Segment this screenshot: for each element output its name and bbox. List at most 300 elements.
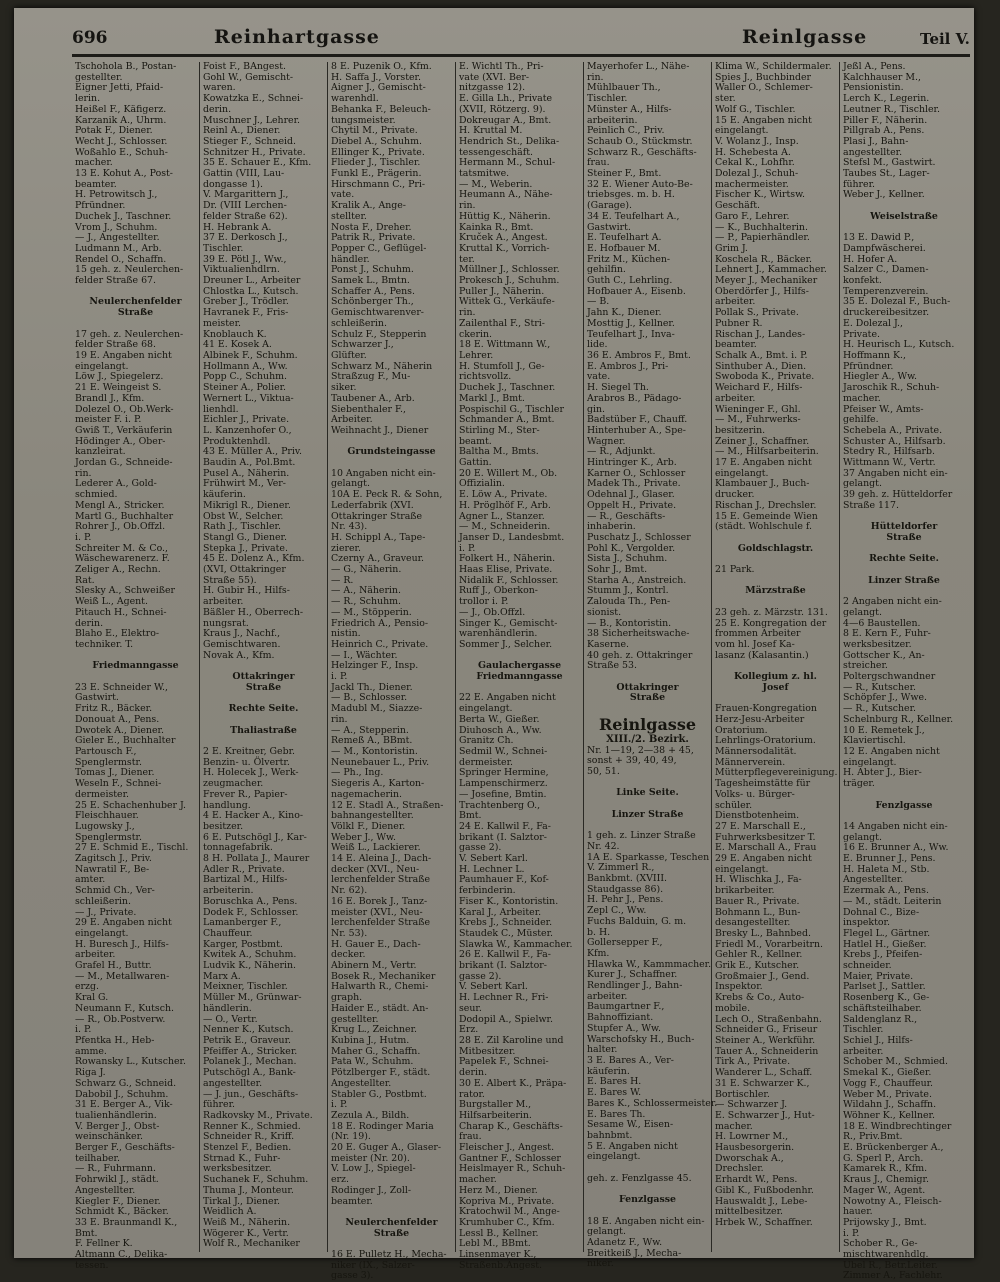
- directory-line: Vogg F., Chauffeur.: [843, 1077, 934, 1089]
- directory-line: Reinl A., Diener.: [203, 125, 281, 137]
- directory-line: Fuhrwerksbesitzer T.: [715, 831, 816, 843]
- directory-line: ferbinderin.: [459, 885, 516, 897]
- directory-line: stellter.: [331, 210, 367, 222]
- directory-line: arbeiterin.: [587, 114, 638, 126]
- directory-line: H. Abter J., Bier-: [843, 767, 922, 779]
- directory-line: Oratorium.: [715, 724, 768, 736]
- directory-line: Lech O., Straßenbahn.: [715, 1013, 822, 1025]
- directory-line: Straße: [629, 692, 666, 704]
- directory-line: 8 E. Puzenik O., Kfm.: [331, 61, 432, 72]
- directory-line: eingelangt.: [843, 756, 897, 768]
- directory-line: Aigner J., Gemischt-: [331, 82, 426, 94]
- directory-line: 25 E. Schachenhuber J.: [75, 799, 186, 811]
- directory-line: Friedmanngasse: [92, 660, 179, 672]
- directory-line: Dr. (VIII Lerchen-: [203, 200, 287, 212]
- directory-line: — A., Näherin.: [331, 585, 401, 597]
- directory-line: Adanetz F., Ww.: [587, 1236, 663, 1248]
- directory-line: Sohr J., Bmt.: [587, 564, 648, 576]
- directory-line: derin.: [75, 617, 104, 629]
- directory-line: 10 Angaben nicht ein-: [331, 467, 436, 479]
- directory-line: Klaviertischl.: [843, 735, 906, 747]
- directory-line: arbeiter.: [203, 596, 244, 608]
- directory-line: Jordan G., Schneide-: [75, 457, 173, 469]
- directory-line: Pata W., Schuhm.: [331, 1056, 414, 1068]
- directory-line: Pillgrab A., Pens.: [843, 125, 925, 137]
- directory-line: Wögerer K., Vertr.: [203, 1227, 289, 1239]
- directory-line: siker.: [331, 382, 357, 394]
- directory-line: lerin.: [75, 93, 101, 105]
- directory-line: Wagner.: [587, 435, 626, 447]
- directory-line: i. P.: [75, 531, 92, 543]
- directory-line: tungsmeister.: [331, 114, 396, 126]
- directory-line: Saldenglanz R.,: [843, 1013, 918, 1025]
- directory-line: — B., Kontoristin.: [587, 617, 672, 629]
- directory-line: Waller O., Schlemer-: [715, 82, 813, 94]
- directory-line: Eichler J., Private.: [203, 414, 290, 426]
- directory-line: Guth C., Lehrling.: [587, 275, 673, 287]
- directory-line: Dohnal C., Bize-: [843, 906, 920, 918]
- directory-line: Fuchs Balduin, G. m.: [587, 915, 687, 927]
- directory-line: tatsmitwe.: [459, 168, 510, 180]
- directory-line: Gohl W., Gemischt-: [203, 71, 294, 83]
- directory-line: Ponst J., Schuhm.: [331, 264, 414, 276]
- column-7: [840, 61, 968, 1282]
- directory-line: Bäßler H., Oberrech-: [203, 606, 304, 618]
- directory-line: Arabros B., Pädago-: [587, 392, 682, 404]
- running-head-right: Reinlgasse: [742, 26, 868, 48]
- directory-line: E. Wichtl Th., Pri-: [459, 61, 544, 72]
- directory-line: H. Buresch J., Hilfs-: [75, 938, 169, 950]
- directory-line: H. Lowrner M.,: [715, 1131, 789, 1143]
- directory-line: 15 E. Gemeinde Wien: [715, 510, 818, 522]
- directory-line: Puschatz J., Schlosser: [587, 531, 691, 543]
- directory-line: Kaserne.: [587, 638, 629, 650]
- directory-line: 27 E. Marschall E.,: [715, 820, 806, 832]
- directory-line: streicher.: [843, 660, 888, 672]
- directory-line: Gantner F., Schlosser: [459, 1152, 561, 1164]
- directory-line: 14 E. Aleina J., Dach-: [331, 853, 432, 865]
- directory-line: Fenzlgasse: [875, 799, 933, 811]
- directory-line: Hendrich St., Delika-: [459, 135, 560, 147]
- directory-line: Pfentka H., Heb-: [75, 1034, 155, 1046]
- directory-line: Mager W., Agent.: [843, 1184, 926, 1196]
- directory-line: Pubner R.: [715, 317, 763, 329]
- directory-line: Baudin A., Pol.Bmt.: [203, 457, 296, 469]
- directory-line: Thaliastraße: [230, 724, 297, 736]
- directory-line: 4—6 Baustellen.: [843, 617, 921, 629]
- directory-line: E. Gilla Lh., Private: [459, 93, 553, 105]
- directory-line: — M., Schneiderin.: [459, 521, 551, 533]
- directory-line: Schalk A., Bmt. i. P.: [715, 349, 808, 361]
- directory-line: Weiß L., Lackierer.: [331, 842, 421, 854]
- directory-line: Müller M., Grünwar-: [203, 992, 302, 1004]
- directory-line: Abinern M., Vertr.: [331, 960, 417, 972]
- directory-line: Bortischler.: [715, 1088, 770, 1100]
- directory-line: Haas Elise, Private.: [459, 564, 553, 576]
- directory-line: niker.: [587, 1258, 614, 1270]
- directory-line: Garo F., Lehrer.: [715, 210, 790, 222]
- directory-line: 18 E. Angaben nicht ein-: [587, 1215, 705, 1227]
- directory-line: Dolezal J., Schuh-: [715, 168, 799, 180]
- directory-line: Pfeiser W., Amts-: [843, 403, 924, 415]
- directory-line: Kainka R., Bmt.: [459, 221, 534, 233]
- directory-line: Staudgasse 86).: [587, 883, 664, 895]
- directory-line: Kollegium z. hl.: [734, 671, 817, 683]
- directory-line: Hütteldorfer: [870, 521, 938, 533]
- directory-line: Straße: [886, 531, 922, 543]
- directory-line: derin.: [459, 1067, 488, 1079]
- directory-line: arbeiterin.: [203, 885, 254, 897]
- directory-line: Rendlinger J., Bahn-: [587, 980, 683, 992]
- directory-line: i. P.: [75, 1024, 92, 1036]
- directory-line: Markl J., Bmt.: [459, 392, 525, 404]
- directory-line: 16 E. Pulletz H., Mecha-: [331, 1249, 447, 1261]
- directory-line: Thuma J., Monteur.: [203, 1184, 294, 1196]
- directory-line: gestellter.: [331, 1013, 379, 1025]
- column-5: [584, 61, 718, 1270]
- directory-line: sionist.: [587, 606, 622, 618]
- directory-line: 36 E. Ambros F., Bmt.: [587, 349, 691, 361]
- directory-line: Private.: [843, 328, 880, 340]
- directory-line: Madek Th., Private.: [587, 478, 681, 490]
- directory-line: Karal J., Arbeiter.: [459, 906, 542, 918]
- directory-line: Karzanik A., Uhrm.: [75, 114, 167, 126]
- directory-line: Fleischhauer.: [75, 810, 139, 822]
- directory-line: Schiel J., Hilfs-: [843, 1034, 913, 1046]
- directory-line: mobile.: [715, 1002, 751, 1014]
- directory-line: Donouat A., Pens.: [75, 713, 160, 725]
- directory-line: Pusel A., Näherin.: [203, 467, 290, 479]
- directory-line: inhaberin.: [587, 521, 636, 533]
- directory-page: [14, 8, 974, 1282]
- directory-line: Hausbesorgerin.: [715, 1142, 795, 1154]
- directory-line: Remeß A., BBmt.: [331, 735, 413, 747]
- directory-line: Neumann F., Kutsch.: [75, 1002, 174, 1014]
- directory-line: gelangt.: [331, 478, 370, 490]
- directory-line: Hatlel H., Gießer.: [843, 938, 927, 950]
- directory-line: Nr. 62).: [331, 885, 368, 897]
- directory-line: amme.: [75, 1045, 107, 1057]
- directory-line: Rowansky L., Kutscher.: [75, 1056, 186, 1068]
- directory-line: E. Bares H.: [587, 1076, 642, 1088]
- directory-line: Sinthuber A., Dien.: [715, 360, 807, 372]
- directory-line: 21 E. Weingeist S.: [75, 382, 162, 394]
- directory-line: schüler.: [715, 799, 753, 811]
- directory-line: 22 E. Angaben nicht: [459, 692, 556, 704]
- directory-line: Heißel F., Käfigerz.: [75, 103, 167, 115]
- directory-line: Rendel O., Schaffn.: [75, 253, 167, 265]
- directory-line: Angestellter.: [75, 1184, 136, 1196]
- directory-line: Schwarz G., Schneid.: [75, 1077, 177, 1089]
- directory-line: Novak A., Kfm.: [203, 649, 275, 661]
- directory-line: arbeiter.: [715, 392, 756, 404]
- directory-line: Wernert L., Viktua-: [203, 392, 294, 404]
- directory-line: Linsenmayer K.,: [459, 1249, 537, 1261]
- directory-line: (XVII, Rötzerg. 9).: [459, 103, 546, 115]
- directory-line: — J., Private.: [75, 906, 137, 918]
- directory-line: Kral G.: [75, 992, 109, 1004]
- directory-line: Lugowsky J.,: [75, 820, 135, 832]
- directory-line: Gattin (VIII, Lau-: [203, 168, 285, 180]
- directory-line: Fiser K., Kontoristin.: [459, 895, 559, 907]
- directory-line: Nr. 43).: [331, 521, 368, 533]
- directory-line: Jeßl A., Pens.: [843, 61, 906, 72]
- directory-line: Kruttal K., Vorrich-: [459, 242, 550, 254]
- directory-line: E. Bares Th.: [587, 1108, 646, 1120]
- directory-line: Jackl Th., Diener.: [331, 681, 413, 693]
- directory-line: Hoffmann K.,: [843, 349, 906, 361]
- directory-line: Gwiß T., Verkäuferin: [75, 424, 173, 436]
- directory-line: Chauffeur.: [203, 927, 253, 939]
- directory-line: Erz.: [459, 1024, 479, 1036]
- directory-line: Kamarek R., Kfm.: [843, 1163, 928, 1175]
- directory-line: Riga J.: [75, 1067, 106, 1079]
- directory-line: Klambauer J., Buch-: [715, 478, 810, 490]
- directory-line: Dienstbotenheim.: [715, 810, 800, 822]
- directory-line: 12 E. Stadl A., Straßen-: [331, 799, 444, 811]
- directory-line: — R., Schuhm.: [331, 596, 402, 608]
- directory-line: Kurer J., Schaffner.: [587, 969, 678, 981]
- directory-line: Schöpfer J., Wwe.: [843, 692, 927, 704]
- directory-line: i. P.: [331, 1099, 348, 1111]
- directory-line: Bmt.: [75, 1227, 98, 1239]
- directory-line: beamter.: [331, 1195, 373, 1207]
- directory-line: H. Kruttal M.: [459, 125, 523, 137]
- directory-line: Potak F., Diener.: [75, 125, 153, 137]
- directory-line: 31 E. Berger A., Vik-: [75, 1099, 173, 1111]
- directory-line: i. P.: [331, 671, 348, 683]
- directory-line: Odehnal J., Glaser.: [587, 489, 675, 501]
- directory-line: Schmid Ch., Ver-: [75, 885, 155, 897]
- directory-line: Hrbek W., Schaffner.: [715, 1216, 813, 1228]
- directory-line: Pfründner.: [843, 360, 894, 372]
- directory-line: Charap K., Geschäfts-: [459, 1120, 563, 1132]
- directory-line: Münster A., Hilfs-: [587, 103, 672, 115]
- directory-line: Berger F., Geschäfts-: [75, 1142, 175, 1154]
- directory-line: Schnitzer H., Private.: [203, 146, 306, 158]
- directory-line: Kiegler F., Diener.: [75, 1195, 161, 1207]
- directory-line: zeugmacher.: [203, 778, 264, 790]
- directory-line: Grim J.: [715, 242, 748, 254]
- directory-line: Gemischtwarenver-: [331, 307, 424, 319]
- directory-line: Fenzlgasse: [619, 1194, 676, 1206]
- directory-line: Oppelt H., Private.: [587, 499, 677, 511]
- directory-line: arbeiter.: [587, 990, 628, 1002]
- directory-line: brikant (I. Salztor-: [459, 960, 547, 972]
- directory-line: Tirkal J., Diener.: [203, 1195, 281, 1207]
- directory-line: Mühlbauer Th.,: [587, 82, 661, 94]
- directory-line: Lederer A., Gold-: [75, 478, 157, 490]
- directory-line: b. H.: [587, 926, 611, 938]
- directory-line: vate.: [587, 371, 611, 383]
- directory-line: eingelangt.: [715, 467, 769, 479]
- directory-line: Dreuner L., Arbeiter: [203, 275, 301, 287]
- directory-line: Lebl M., BBmt.: [459, 1238, 531, 1250]
- directory-line: Weber M., Private.: [843, 1088, 932, 1100]
- directory-line: Gehler R., Kellner.: [715, 949, 803, 961]
- directory-line: Berta W., Gießer.: [459, 713, 540, 725]
- directory-line: — M., Fuhrwerks-: [715, 414, 801, 426]
- directory-line: Albinek F., Schuhm.: [203, 349, 298, 361]
- directory-line: Fischer K., Wirtsw.: [715, 189, 805, 201]
- directory-line: Schwarzer J.,: [331, 339, 394, 351]
- directory-line: Slawka W., Kammacher.: [459, 938, 573, 950]
- directory-line: gasse 2).: [459, 842, 502, 854]
- directory-line: 13 E. Dawid P.,: [843, 232, 915, 244]
- directory-line: 16 E. Brunner A., Ww.: [843, 842, 949, 854]
- directory-line: [587, 1206, 708, 1217]
- directory-line: Friedmanngasse: [476, 671, 563, 683]
- directory-line: 24 E. Kallwil F., Fa-: [459, 820, 551, 832]
- directory-line: — A., Stepperin.: [331, 724, 409, 736]
- directory-line: E. Hofbauer M.: [587, 242, 661, 254]
- directory-line: arbeiter.: [843, 1045, 884, 1057]
- directory-line: Hollmann A., Ww.: [203, 360, 288, 372]
- directory-line: H. Saffa J., Vorster.: [331, 71, 421, 83]
- directory-line: meister (XVI., Neu-: [331, 906, 423, 918]
- directory-line: schleißerin.: [75, 895, 131, 907]
- directory-line: Tschohola B., Postan-: [75, 61, 177, 72]
- directory-line: rin.: [75, 467, 92, 479]
- directory-line: 28 E. Zil Karoline und: [459, 1034, 564, 1046]
- directory-line: Stabler G., Postbmt.: [331, 1088, 427, 1100]
- directory-line: lasanz (Kalasantin.): [715, 649, 809, 661]
- directory-line: macher.: [715, 1120, 753, 1132]
- directory-line: Weber J., Kellner.: [843, 189, 925, 201]
- directory-line: Ubel R., Betr.Leiter.: [843, 1259, 938, 1271]
- directory-line: amter.: [75, 874, 106, 886]
- directory-line: besitzerin.: [715, 424, 766, 436]
- directory-line: Granitz Ch.: [459, 735, 514, 747]
- directory-line: H. Heurisch L., Kutsch.: [843, 339, 955, 351]
- directory-line: Frauen-Kongregation: [715, 703, 817, 715]
- directory-line: dermeister.: [75, 788, 130, 800]
- directory-line: (städt. Wohlschule f.: [715, 521, 813, 533]
- directory-line: Linzer Straße: [868, 574, 940, 586]
- directory-line: Wolf R., Mechaniker: [203, 1238, 300, 1250]
- part-label: Teil V.: [920, 30, 970, 48]
- directory-line: Vrom J., Schuhm.: [75, 221, 158, 233]
- directory-line: schäftsteilhaber.: [843, 1002, 922, 1014]
- directory-line: Linzer Straße: [611, 808, 684, 820]
- directory-line: Pollak S., Private.: [715, 307, 799, 319]
- directory-line: H. Petrowitsch J.,: [75, 189, 158, 201]
- directory-line: Kfm.: [587, 947, 610, 959]
- directory-line: Chytil M., Private.: [331, 125, 418, 137]
- directory-line: Taubener A., Arb.: [331, 392, 415, 404]
- directory-line: — P., Papierhändler.: [715, 232, 810, 244]
- directory-line: Bauer R., Private.: [715, 895, 800, 907]
- directory-line: Straße 117.: [843, 499, 899, 511]
- directory-line: Produktenhdl.: [203, 435, 271, 447]
- directory-line: Dokreugar A., Bmt.: [459, 114, 552, 126]
- directory-line: 50, 51.: [587, 766, 620, 777]
- directory-line: E. Löw A., Private.: [459, 489, 548, 501]
- directory-line: 19 E. Angaben nicht: [75, 349, 172, 361]
- directory-line: Suchanek F., Schuhm.: [203, 1174, 309, 1186]
- directory-line: Bartizal M., Hilfs-: [203, 874, 288, 886]
- directory-line: H. Stumfoll J., Ge-: [459, 360, 545, 372]
- directory-line: H. Schebesta A.: [715, 146, 791, 158]
- directory-line: 37 Angaben nicht ein-: [843, 467, 948, 479]
- directory-line: führer.: [203, 1099, 236, 1111]
- directory-line: gehilfin.: [587, 264, 626, 276]
- directory-line: Schober R., Ge-: [843, 1238, 918, 1250]
- directory-line: besitzer.: [203, 820, 244, 832]
- directory-line: Papelek F., Schnei-: [459, 1056, 549, 1068]
- directory-line: Schebela A., Private.: [843, 424, 943, 436]
- directory-line: Meixner, Tischler.: [203, 981, 288, 993]
- directory-line: Dodopil A., Spielwr.: [459, 1013, 553, 1025]
- directory-line: Schmander A., Bmt.: [459, 414, 555, 426]
- directory-line: Sommer J., Selcher.: [459, 638, 553, 650]
- directory-line: kanzleirat.: [75, 446, 126, 458]
- directory-line: H. Pehr J., Pens.: [587, 894, 664, 906]
- directory-line: Gastwirt.: [75, 692, 119, 704]
- directory-line: werksbesitzer.: [843, 638, 912, 650]
- directory-line: Hödinger A., Ober-: [75, 435, 166, 447]
- directory-line: Friedrich A., Pensio-: [331, 617, 429, 629]
- directory-line: gelangt.: [843, 606, 882, 618]
- directory-line: Tagesheimstätte für: [715, 778, 811, 790]
- directory-line: 2 Angaben nicht ein-: [843, 596, 942, 608]
- directory-line: ter.: [459, 253, 475, 265]
- directory-line: Koschela R., Bäcker.: [715, 253, 812, 265]
- directory-line: Janser D., Landesbmt.: [459, 531, 565, 543]
- directory-line: 41 E. Kosek A.: [203, 339, 272, 351]
- directory-line: — J., Ob.Offzl.: [459, 606, 526, 618]
- directory-line: Mütterpflegevereinigung.: [715, 767, 838, 779]
- directory-line: Swoboda K., Private.: [715, 371, 815, 383]
- directory-line: Bosek R., Mechaniker: [331, 970, 436, 982]
- directory-line: Hermann M., Schul-: [459, 157, 556, 169]
- directory-line: nagemacherin.: [331, 788, 402, 800]
- directory-line: Sedmil W., Schnei-: [459, 746, 548, 757]
- directory-line: Stirling M., Ster-: [459, 424, 540, 436]
- directory-line: (Garage).: [587, 200, 632, 212]
- directory-line: Hauswaldt J., Lebe-: [715, 1195, 808, 1207]
- directory-line: Kwitek A., Schuhm.: [203, 949, 297, 961]
- directory-line: rin.: [587, 71, 604, 83]
- directory-line: Poltergschwandner: [843, 671, 936, 683]
- directory-line: Herz-Jesu-Arbeiter: [715, 713, 805, 725]
- directory-line: Peinlich C., Priv.: [587, 125, 665, 137]
- directory-line: Badstüber F., Chauff.: [587, 414, 688, 426]
- directory-line: — R., Geschäfts-: [587, 510, 666, 522]
- directory-line: tonnagefabrik.: [203, 842, 273, 854]
- directory-line: Siebenthaler F.,: [331, 403, 406, 415]
- directory-line: 17 geh. z. Neulerchen-: [75, 328, 184, 340]
- directory-line: lide.: [587, 339, 608, 351]
- directory-line: waren.: [203, 82, 236, 94]
- directory-line: Krug L., Zeichner.: [331, 1024, 418, 1036]
- directory-line: 10A E. Peck R. & Sohn,: [331, 489, 443, 501]
- directory-line: Spenglermstr.: [75, 756, 142, 768]
- directory-line: Stieger F., Schneid.: [203, 135, 297, 147]
- directory-line: V. Sebert Karl.: [459, 981, 528, 993]
- directory-line: Pohl K., Vergolder.: [587, 542, 676, 554]
- directory-line: Rischan J., Drechsler.: [715, 499, 817, 511]
- directory-line: Blaho E., Elektro-: [75, 628, 160, 640]
- directory-line: 37 E. Derkosch J.,: [203, 232, 288, 244]
- directory-line: — R., Fuhrmann.: [75, 1163, 156, 1175]
- directory-line: lerchenfelder Straße: [331, 874, 431, 886]
- directory-columns: [72, 61, 972, 1282]
- directory-line: Dodek F., Schlosser.: [203, 906, 299, 918]
- directory-line: Mayerhofer L., Nähe-: [587, 61, 690, 72]
- directory-line: i. P.: [459, 542, 476, 554]
- directory-line: Steiner A., Werkführ.: [715, 1034, 816, 1046]
